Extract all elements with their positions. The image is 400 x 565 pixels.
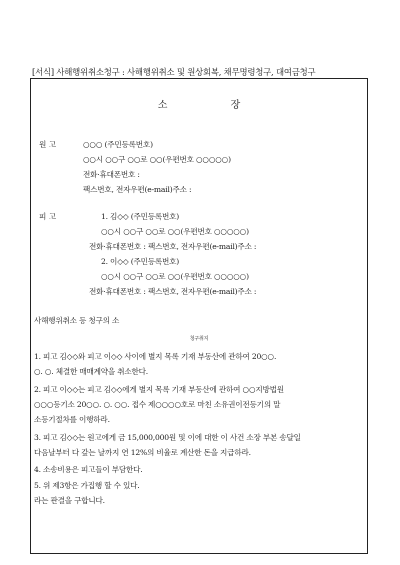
claim-line: 2. 피고 이◇◇는 피고 김◇◇에게 별지 목록 기재 부동산에 관하여 ○○지방법원 [34,385,284,394]
defendant-2-name: 2. 이◇◇ (주민등록번호) [101,257,180,266]
defendant-label: 피 고 [39,212,57,221]
document-header: [서식] 사해행위취소청구 : 사해행위취소 및 원상회복, 채무명령청구, 대여금청구 [32,67,316,77]
plaintiff-fax-email: 팩스번호, 전자우편(e-mail)주소 : [83,185,192,194]
defendant-1-address: ○○시 ○○구 ○○로 ○○(우편번호 ○○○○○) [101,227,249,236]
claim-line: 5. 위 제3항은 가집행 할 수 있다. [34,481,140,490]
claim-line: ○. ○. 체결한 매매계약을 취소한다. [34,367,148,376]
claim-line: 다음날부터 다 갚는 날까지 연 12%의 비율로 계산한 돈을 지급하라. [34,448,251,457]
claim-line: 소등기절차를 이행하라. [34,415,110,424]
defendant-1-name: 1. 김◇◇ (주민등록번호) [101,212,180,221]
plaintiff-label: 원 고 [39,140,57,149]
defendant-2-contact: 전화·휴대폰번호 : 팩스번호, 전자우편(e-mail)주소 : [89,287,257,296]
claim-line: 3. 피고 김◇◇는 원고에게 금 15,000,000원 및 이에 대한 이 사건 소장 부본 송달일 [34,433,301,442]
plaintiff-address: ○○시 ○○구 ○○로 ○○(우편번호 ○○○○○) [83,155,231,164]
claim-title: 청구취지 [189,336,209,342]
claim-line: 1. 피고 김◇◇와 피고 이◇◇ 사이에 별지 목록 기재 부동산에 관하여 20○○. [34,352,277,361]
claim-line: ○○○등기소 20○○. ○. ○○. 접수 제○○○○호로 마친 소유권이전등기의 말 [34,400,281,409]
defendant-1-contact: 전화·휴대폰번호 : 팩스번호, 전자우편(e-mail)주소 : [89,242,257,251]
claim-line: 4. 소송비용은 피고들이 부담한다. [34,465,143,474]
plaintiff-phone: 전화·휴대폰번호 : [83,170,140,179]
case-name: 사해행위취소 등 청구의 소 [34,316,120,325]
document-title: 소 장 [157,100,271,111]
plaintiff-name: ○○○ (주민등록번호) [83,140,153,149]
defendant-2-address: ○○시 ○○구 ○○로 ○○(우편번호 ○○○○○) [101,272,249,281]
claim-line: 라는 판결을 구합니다. [34,496,105,505]
complaint-frame [30,78,368,554]
